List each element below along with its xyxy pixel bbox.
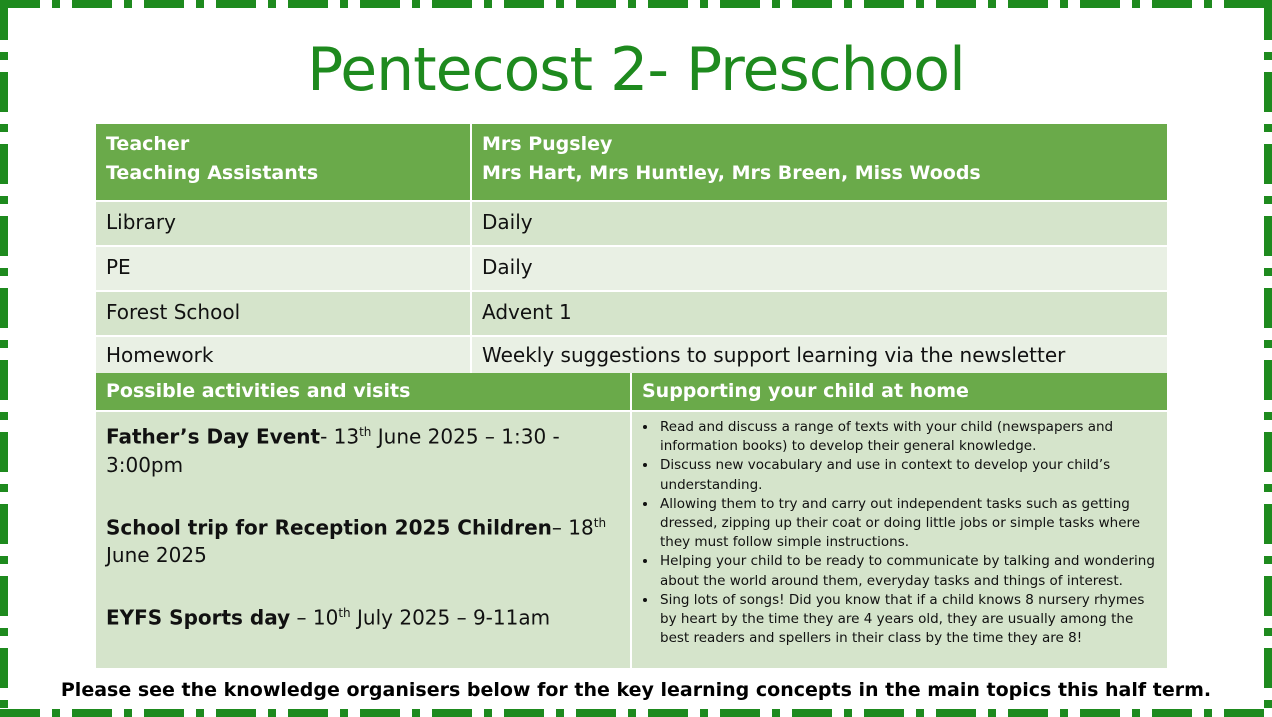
event-day-suffix: th [593,515,607,530]
teacher-name: Mrs Pugsley [482,133,613,155]
event-name: School trip for Reception 2025 Children [106,515,552,540]
staff-labels-cell [96,124,472,200]
row-value: Daily [482,255,533,279]
event-name: Father’s Day Event [106,424,321,449]
event-day-suffix: th [359,425,372,439]
border-top [0,0,1272,8]
activities-heading: Possible activities and visits [96,373,632,410]
teaching-assistants-label: Teaching Assistants [106,162,319,184]
table-row [96,202,1167,245]
activities-list [96,412,632,668]
section-body [96,412,1167,668]
page-title: Pentecost 2- Preschool [307,35,965,105]
event-separator: – [290,605,313,630]
list-item: • Sing lots of songs! Did you know that if a child knows 8 nursery rhymes by heart by the time they are 4 years old, they are usually among the best readers and spellers in their class by the time they are 8! [658,591,1157,649]
table-row [96,247,1167,290]
home-support-list [632,412,1167,668]
event-day: 13 [333,424,360,449]
staff-header-row [96,124,1167,200]
event-details: June 2025 – 1:30 - 3:00pm [106,424,560,477]
row-value: Advent 1 [482,300,572,324]
event-item [106,599,620,632]
border-bottom [0,709,1272,717]
event-day-suffix: th [338,606,351,621]
event-day: 18 [568,515,594,540]
event-item [106,509,620,570]
table-row [96,292,1167,335]
tips-list [640,418,1157,648]
home-support-heading: Supporting your child at home [642,380,969,402]
teaching-assistants-names: Mrs Hart, Mrs Huntley, Mrs Breen, Miss Woods [482,162,981,184]
list-item: • Allowing them to try and carry out independent tasks such as getting dressed, zipping up their coat or doing little jobs or simple tasks where they must follow simple instructions. [658,495,1157,553]
teacher-label: Teacher [106,133,190,155]
list-item: • Discuss new vocabulary and use in context to develop your child’s understanding. [658,456,1157,494]
section-header-row [96,373,1167,410]
event-item [106,418,620,479]
event-details: June 2025 [106,543,207,568]
row-value: Weekly suggestions to support learning via the newsletter [482,343,1066,367]
event-details: July 2025 – 9-11am [350,605,551,630]
event-day: 10 [312,605,339,630]
row-label: Homework [96,337,472,373]
staff-values-cell [472,124,1167,200]
list-item: • Helping your child to be ready to communicate by talking and wondering about the world around them, everyday tasks and things of interest. [658,552,1157,590]
row-value: Daily [482,210,533,234]
footer-note: Please see the knowledge organisers below for the key learning concepts in the main topics this half term. [60,679,1212,701]
event-separator: - [320,424,334,449]
row-label: Forest School [96,292,472,335]
event-separator: – [551,515,569,540]
row-label: Library [96,202,472,245]
event-name: EYFS Sports day [106,605,291,630]
table-row [96,337,1167,373]
list-item: • Read and discuss a range of texts with your child (newspapers and information books) to develop their general knowledge. [658,418,1157,456]
row-label: PE [96,247,472,290]
